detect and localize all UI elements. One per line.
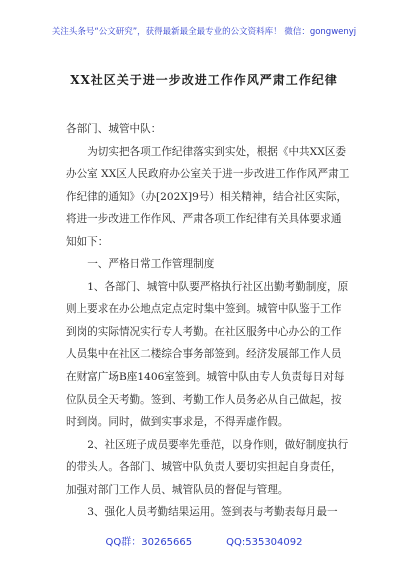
paragraph-item-2: 2、社区班子成员要率先垂范，以身作则，做好制度执行的带头人。各部门、城管中队负责人要切实担起自身责任，加强对部门工作人员、城管队员的督促与管理。 (66, 438, 349, 496)
document-body (66, 118, 350, 524)
paragraph-intro: 为切实把各项工作纪律落实到实处，根据《中共XX区委办公室 XX区人民政府办公室关于进一步改进工作作风严肃工作纪律的通知》（办[202X]9号）相关精神，结合社区实际，将进一步改进工作作风、严肃各项工作纪律有关具体要求通知如下： (66, 145, 350, 248)
paragraph-item-1: 1、各部门、城管中队要严格执行社区出勤考勤制度，原则上要求在办公地点定点定时集中签到。城管中队鉴于工作到岗的实际情况实行专人考勤。在社区服务中心办公的工作人员集中在社区二楼综合事务部签到。经济发展部工作人员在财富广场B座1406室签到。城管中队由专人负责每日对每位队员全天考勤。签到、考勤工作人员务必从自己做起，按时到岗。同时，做到实事求是，不得弄虚作假。 (66, 280, 349, 429)
footer-qq-group: QQ群：30265665 (105, 537, 193, 548)
salutation: 各部门、城管中队： (66, 123, 162, 135)
section-heading-1: 一、严格日常工作管理制度 (87, 258, 215, 271)
header-banner: 关注头条号“公文研究”，获得最新最全最专业的公文资料库！ 微信：gongwenyj (51, 27, 357, 37)
footer-banner (0, 533, 408, 548)
paragraph-item-3: 3、强化人员考勤结果运用。签到表与考勤表每月最一 (87, 506, 338, 519)
footer-qq: QQ:535304092 (226, 537, 303, 548)
document-title: XX社区关于进一步改进工作作风严肃工作纪律 (70, 73, 338, 87)
